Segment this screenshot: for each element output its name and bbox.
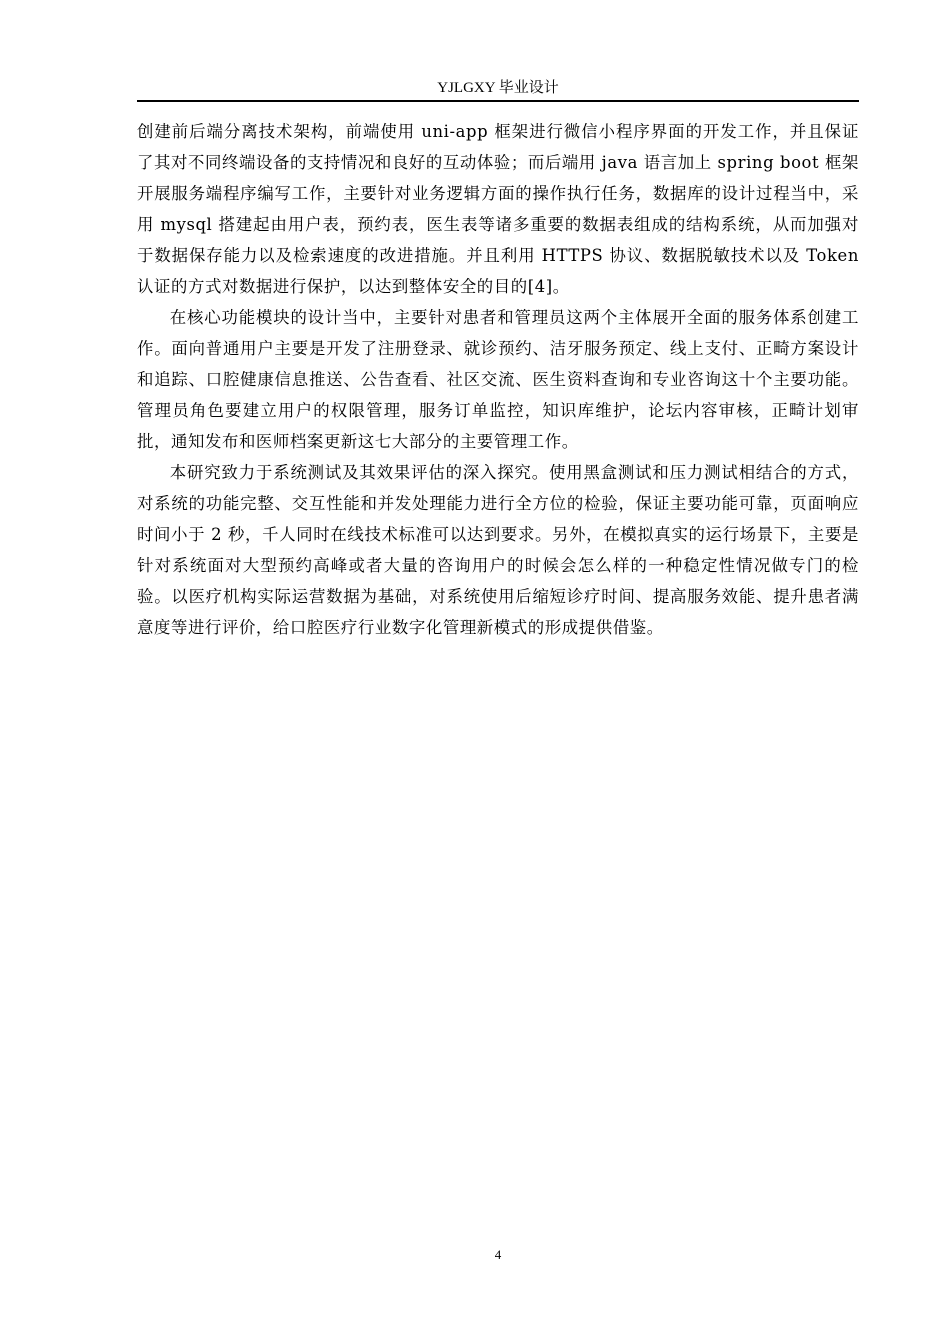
- page-header: YJLGXY 毕业设计: [437, 80, 559, 96]
- page-number: 4: [494, 1247, 502, 1262]
- paragraph-architecture: 创建前后端分离技术架构，前端使用 uni-app 框架进行微信小程序界面的开发工作，并且保证了其对不同终端设备的支持情况和良好的互动体验；而后端用 java 语言加上 spring boot 框架开展服务端程序编写工作，主要针对业务逻辑方面的操作执行任务，数据库的设计过程当中，采用 mysql 搭建起由用户表，预约表，医生表等诸多重要的数据表组成的结构系统，从而加强对于数据保存能力以及检索速度的改进措施。并且利用 HTTPS 协议、数据脱敏技术以及 Token 认证的方式对数据进行保护，以达到整体安全的目的[4]。: [137, 122, 859, 296]
- paragraph-core-modules: 在核心功能模块的设计当中，主要针对患者和管理员这两个主体展开全面的服务体系创建工作。面向普通用户主要是开发了注册登录、就诊预约、洁牙服务预定、线上支付、正畸方案设计和追踪、口腔健康信息推送、公告查看、社区交流、医生资料查询和专业咨询这十个主要功能。管理员角色要建立用户的权限管理，服务订单监控，知识库维护，论坛内容审核，正畸计划审批，通知发布和医师档案更新这七大部分的主要管理工作。: [137, 308, 859, 451]
- document-body: [137, 116, 859, 643]
- paragraph-testing: 本研究致力于系统测试及其效果评估的深入探究。使用黑盒测试和压力测试相结合的方式，对系统的功能完整、交互性能和并发处理能力进行全方位的检验，保证主要功能可靠，页面响应时间小于 2 秒，千人同时在线技术标准可以达到要求。另外，在模拟真实的运行场景下，主要是针对系统面对大型预约高峰或者大量的咨询用户的时候会怎么样的一种稳定性情况做专门的检验。以医疗机构实际运营数据为基础，对系统使用后缩短诊疗时间、提高服务效能、提升患者满意度等进行评价，给口腔医疗行业数字化管理新模式的形成提供借鉴。: [137, 463, 859, 637]
- header-rule: [137, 100, 859, 102]
